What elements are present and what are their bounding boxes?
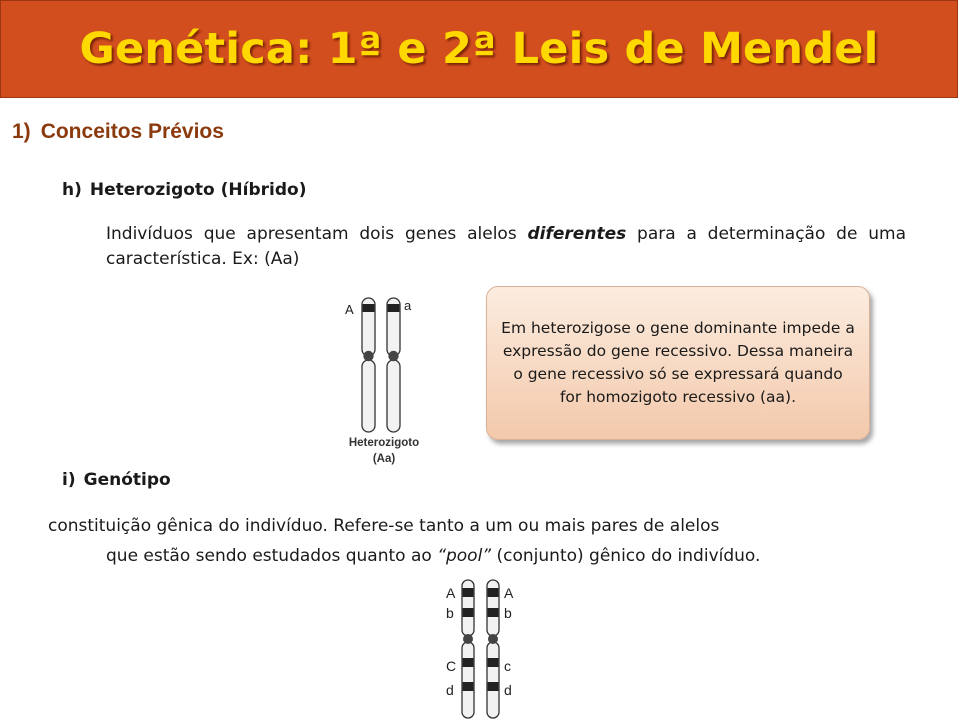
allele-right-A: A [504, 585, 514, 601]
item-h-letter: h) [62, 180, 82, 200]
item-h-heading [62, 180, 306, 200]
centromere-left [363, 351, 373, 361]
item-i-heading [62, 470, 171, 490]
chromosome-left [462, 580, 474, 718]
centromere-right [388, 351, 398, 361]
item-i-definition-line1: constituição gênica do indivíduo. Refere-se tanto a um ou mais pares de alelos [48, 516, 720, 536]
section-label: Conceitos Prévios [40, 120, 224, 143]
item-i-letter: i) [62, 470, 76, 490]
allele-left-b: b [446, 605, 454, 621]
dominance-callout-box [486, 286, 870, 440]
gene-band-a [388, 304, 400, 312]
allele-left-d: d [446, 682, 454, 698]
item-h-definition: Indivíduos que apresentam dois genes alelos diferentes para a determinação de uma característica. Ex: (Aa) [106, 224, 906, 269]
gene-band-A [363, 304, 375, 312]
chromosome-right [387, 298, 400, 432]
allele-label-left: A [345, 302, 354, 317]
figure-caption-line1: Heterozigoto [348, 437, 420, 449]
slide-title: Genética: 1ª e 2ª Leis de Mendel [79, 24, 879, 74]
emphasis-pool: “pool” [437, 546, 492, 566]
title-bar [0, 0, 958, 98]
heterozygote-chromosome-figure [336, 288, 446, 472]
allele-label-right: a [404, 298, 412, 313]
allele-left-A: A [446, 585, 456, 601]
item-h-title: Heterozigoto (Híbrido) [89, 180, 307, 200]
allele-right-b: b [504, 605, 512, 621]
allele-right-c: c [504, 658, 511, 674]
genotype-chromosome-figure [440, 578, 526, 720]
chromosome-right [487, 580, 499, 718]
figure-caption-line2: (Aa) [372, 453, 396, 465]
section-number: 1) [12, 120, 31, 143]
allele-right-d: d [504, 682, 512, 698]
chromosome-left [362, 298, 375, 432]
section-heading [12, 120, 224, 144]
emphasis-diferentes: diferentes [527, 224, 627, 244]
item-i-definition-line2: que estão sendo estudados quanto ao “pool” (conjunto) gênico do indivíduo. [106, 546, 761, 566]
callout-text: Em heterozigose o gene dominante impede a expressão do gene recessivo. Dessa maneira o gene recessivo só se expressará quando for homozigoto recessivo (aa). [501, 319, 855, 406]
item-i-title: Genótipo [83, 470, 171, 490]
allele-left-C: C [446, 658, 457, 674]
